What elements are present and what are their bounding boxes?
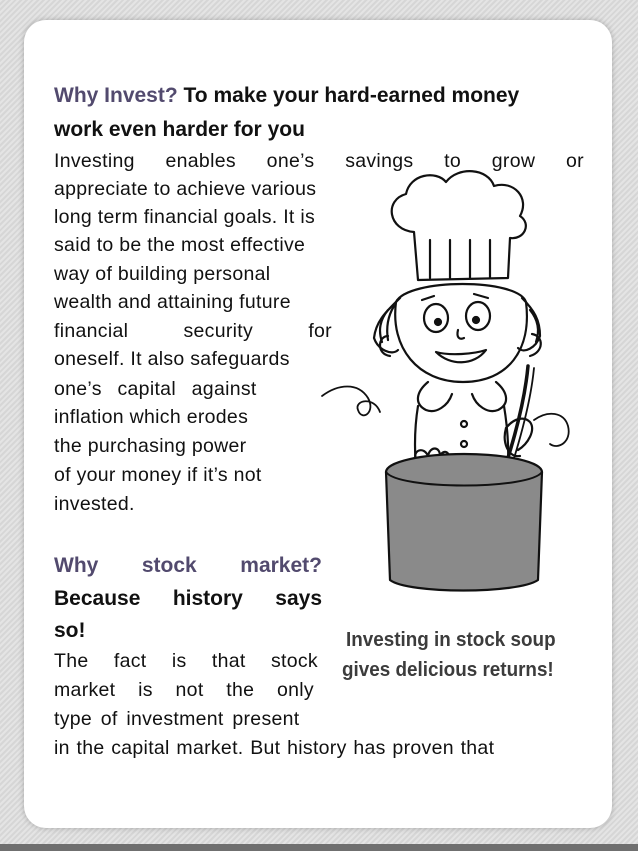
para2-line2: market is not the only: [54, 679, 314, 701]
para1-line12: of your money if it’s not: [54, 464, 262, 486]
para2-line4: in the capital market. But history has proven that: [54, 737, 495, 759]
para2-line1: The fact is that stock: [54, 650, 318, 672]
para1-line2: appreciate to achieve various: [54, 178, 317, 200]
heading-answer: To make your hard-earned money: [183, 84, 520, 107]
heading-answer-line2: work even harder for you: [54, 118, 305, 141]
bottom-bar: [0, 844, 638, 851]
para1-line5: way of building personal: [54, 263, 271, 285]
heading-so: so!: [54, 619, 86, 642]
para1-line10: inflation which erodes: [54, 406, 249, 428]
para1-line11: the purchasing power: [54, 435, 247, 457]
para1-line9: one’s capital against: [54, 378, 257, 400]
illustration-caption-line2: gives delicious returns!: [342, 658, 554, 681]
heading-why-stock-market: Why stock market?: [54, 554, 322, 577]
heading-question: Why Invest?: [54, 84, 178, 107]
heading-because-history: Because history says: [54, 587, 322, 610]
chef-stirring-soup-illustration: [318, 160, 608, 600]
para1-line4: said to be the most effective: [54, 234, 306, 256]
heading-why-invest: [54, 84, 519, 108]
para1-line13: invested.: [54, 493, 135, 515]
para2-line3: type of investment present: [54, 708, 300, 730]
para1-line7: financial security for: [54, 320, 332, 342]
para1-line6: wealth and attaining future: [54, 291, 291, 313]
para1-line8: oneself. It also safeguards: [54, 348, 290, 370]
illustration-caption-line1: Investing in stock soup: [346, 628, 556, 651]
para1-line1: Investing enables one’s savings to grow or: [54, 150, 584, 172]
para1-line3: long term financial goals. It is: [54, 206, 316, 228]
